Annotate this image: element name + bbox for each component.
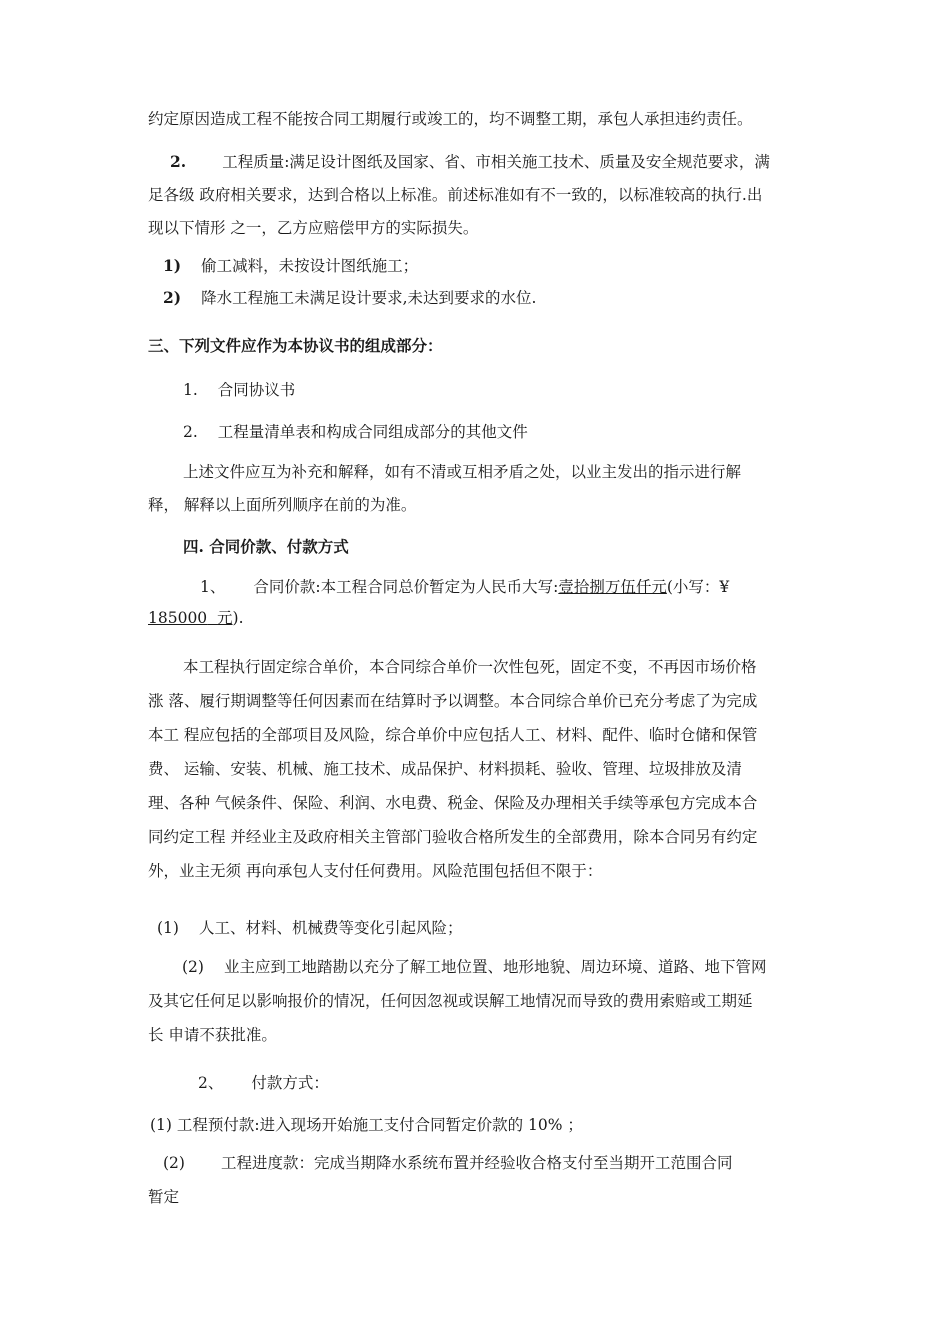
list-item: [163, 1153, 828, 1173]
item-number: (1): [157, 919, 179, 937]
paragraph-line: [148, 185, 828, 205]
text: 释， 解释以上面所列顺序在前的为准。: [148, 496, 417, 514]
text: (小写：¥: [666, 578, 730, 596]
item-number: 1): [163, 256, 182, 275]
paragraph-line: [148, 991, 828, 1011]
text: 外，业主无须 再向承包人支付任何费用。风险范围包括但不限于：: [148, 862, 603, 880]
text: 理、各种 气候条件、保险、利润、水电费、税金、保险及办理相关手续等承包方完成本合: [148, 794, 758, 812]
text: 上述文件应互为补充和解释，如有不清或互相矛盾之处，以业主发出的指示进行解: [183, 463, 742, 481]
item-number: (2): [163, 1154, 185, 1172]
text: 降水工程施工未满足设计要求,未达到要求的水位.: [201, 289, 537, 307]
item-number: 2): [163, 288, 182, 307]
text: 工程进度款：完成当期降水系统布置并经验收合格支付至当期开工范围合同: [220, 1154, 733, 1172]
list-item: [183, 422, 863, 442]
text: 同约定工程 并经业主及政府相关主管部门验收合格所发生的全部费用，除本合同另有约定: [148, 828, 758, 846]
text: 合同价款:本工程合同总价暂定为人民币大写:: [253, 578, 559, 596]
text: 付款方式：: [251, 1074, 329, 1092]
list-item: [163, 256, 843, 276]
text: 合同协议书: [217, 381, 296, 399]
list-item: [157, 918, 837, 938]
text: 现以下情形 之一，乙方应赔偿甲方的实际损失。: [148, 219, 479, 237]
text: 偷工减料，未按设计图纸施工；: [201, 257, 419, 275]
paragraph-line: [183, 462, 828, 482]
paragraph-line: [148, 495, 828, 515]
text: 长 申请不获批准。: [148, 1026, 277, 1044]
price-clause-cont: [148, 608, 828, 628]
paragraph-line: [148, 827, 828, 847]
paragraph-line: [148, 725, 828, 745]
text: 费、 运输、安装、机械、施工技术、成品保护、材料损耗、验收、管理、垃圾排放及清: [148, 760, 742, 778]
text: 及其它任何足以影响报价的情况，任何因忽视或误解工地情况而导致的费用索赔或工期延: [148, 992, 753, 1010]
text: 本工 程应包括的全部项目及风险，综合单价中应包括人工、材料、配件、临时仓储和保管: [148, 726, 758, 744]
list-item: [183, 380, 863, 400]
paragraph-line: [148, 1025, 828, 1045]
text: 足各级 政府相关要求，达到合格以上标准。前述标准如有不一致的，以标准较高的执行.出: [148, 186, 763, 204]
amount-upper: 壹拾捌万伍仟元: [558, 578, 667, 596]
section-heading: 四. 合同价款、付款方式: [183, 537, 349, 556]
paragraph-line: [148, 861, 828, 881]
clause-number: 2.: [170, 152, 187, 171]
clause-number: 2、: [198, 1074, 224, 1092]
text: 暂定: [148, 1188, 180, 1206]
price-clause: [200, 577, 830, 597]
item-number: 2.: [183, 423, 198, 441]
paragraph-line: [148, 759, 828, 779]
list-item: [182, 957, 828, 977]
paragraph-line: [183, 657, 828, 677]
paragraph-line: [148, 793, 828, 813]
item-number: (2): [182, 958, 204, 976]
text: 工程质量:满足设计图纸及国家、省、市相关施工技术、质量及安全规范要求，满: [222, 153, 770, 171]
text: 业主应到工地踏勘以充分了解工地位置、地形地貌、周边环境、道路、地下管网: [223, 958, 767, 976]
clause-number: 1、: [200, 578, 226, 596]
text: 人工、材料、机械费等变化引起风险；: [198, 919, 463, 937]
text: 涨 落、履行期调整等任何因素而在结算时予以调整。本合同综合单价已充分考虑了为完成: [148, 692, 758, 710]
list-item: [163, 288, 843, 308]
text: 工程量清单表和构成合同组成部分的其他文件: [217, 423, 528, 441]
quality-clause: [170, 152, 828, 172]
paragraph-line: [148, 109, 828, 129]
paragraph-line: [148, 218, 828, 238]
text: 本工程执行固定综合单价，本合同综合单价一次性包死，固定不变，不再因市场价格: [183, 658, 757, 676]
section-heading: 三、下列文件应作为本协议书的组成部分：: [148, 336, 443, 355]
item-number: 1.: [183, 381, 198, 399]
text: 工程预付款:进入现场开始施工支付合同暂定价款的 10% ；: [176, 1116, 583, 1134]
paragraph-line: [148, 1187, 828, 1207]
text: 约定原因造成工程不能按合同工期履行或竣工的，均不调整工期，承包人承担违约责任。: [148, 110, 753, 128]
text: ).: [232, 609, 244, 627]
amount-lower: 185000 元: [148, 609, 233, 627]
list-item: [150, 1115, 830, 1135]
payment-clause: [198, 1073, 878, 1093]
item-number: (1): [150, 1116, 172, 1134]
paragraph-line: [148, 691, 828, 711]
